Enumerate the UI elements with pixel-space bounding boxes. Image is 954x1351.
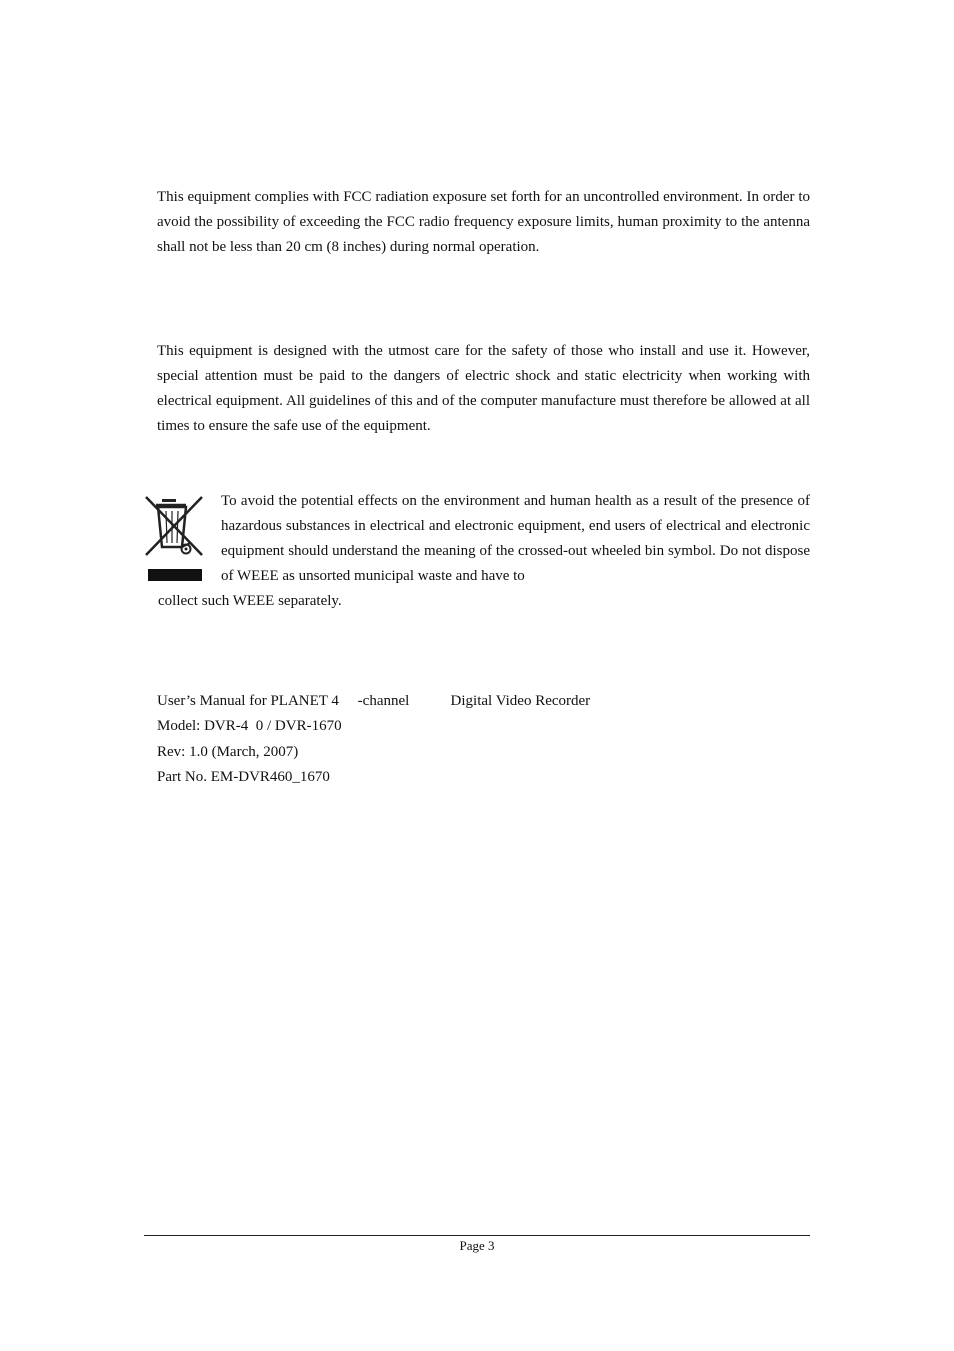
revision-line: Rev: 1.0 (March, 2007) — [157, 743, 299, 760]
weee-notice-last-line: collect such WEEE separately. — [158, 593, 342, 609]
weee-notice-text: To avoid the potential effects on the environment and human health as a result of the presence of hazardous substances in electrical and electronic equipment, end users of electrical and electronic equipment should understand the meaning of the crossed-out wheeled bin symbol. Do not dispose of WEEE as unsorted municipal waste and have to — [221, 493, 810, 584]
weee-notice — [142, 489, 810, 589]
manual-title: User’s Manual for PLANET 4 -channel Digital Video Recorder — [157, 693, 591, 709]
footer-divider — [144, 1235, 810, 1236]
model-line: Model: DVR-4 0 / DVR-1670 — [157, 718, 342, 735]
manual-info — [157, 689, 590, 790]
part-number-line: Part No. EM-DVR460_1670 — [157, 768, 330, 785]
fcc-exposure-notice: This equipment complies with FCC radiation exposure set forth for an uncontrolled environment. In order to avoid the possibility of exceeding the FCC radio frequency exposure limits, human proximity to the antenna shall not be less than 20 cm (8 inches) during normal operation. — [157, 189, 810, 255]
weee-section — [142, 489, 810, 614]
page-number: Page 3 — [459, 1238, 495, 1253]
crossed-out-wheeled-bin-icon — [142, 493, 206, 581]
safety-notice: This equipment is designed with the utmost care for the safety of those who install and use it. However, special attention must be paid to the dangers of electric shock and static electricity when working with electrical equipment. All guidelines of this and of the computer manufacture must therefore be allowed at all times to ensure the safe use of the equipment. — [157, 343, 810, 434]
